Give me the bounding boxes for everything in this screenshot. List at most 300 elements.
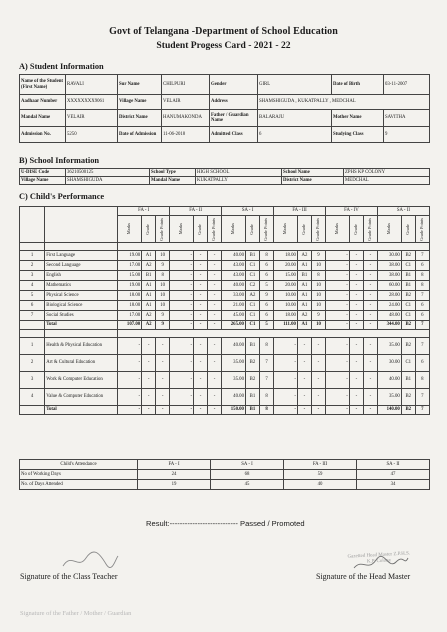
marks-value: 35.00 xyxy=(222,372,246,389)
row-number: 6 xyxy=(20,301,45,311)
grade-point-value: 9 xyxy=(156,261,170,271)
row-number: 5 xyxy=(20,291,45,301)
grade-value: B2 xyxy=(401,321,415,330)
sub-header-label: Marks xyxy=(334,223,340,235)
grade-point-value: - xyxy=(208,311,222,321)
school-info-value: HIGH SCHOOL xyxy=(196,169,282,177)
sub-header xyxy=(326,216,350,243)
marks-value: 20.00 xyxy=(274,281,298,291)
marks-value: 43.00 xyxy=(222,271,246,281)
student-info-value: SHAMSHIGUDA , KUKATPALLY , MEDCHAL xyxy=(258,95,430,110)
grade-value: C1 xyxy=(245,261,259,271)
marks-value: 265.00 xyxy=(222,321,246,330)
student-info-value: 9 xyxy=(384,127,430,143)
grade-point-value: - xyxy=(208,355,222,372)
curricular-section-row xyxy=(20,243,430,251)
row-number: 1 xyxy=(20,251,45,261)
grade-value: - xyxy=(194,338,208,355)
student-info-label: Date of Admission xyxy=(118,127,162,143)
grade-point-value: 6 xyxy=(415,301,429,311)
grade-value: - xyxy=(194,311,208,321)
marks-value: 19.00 xyxy=(118,251,142,261)
grade-value: C1 xyxy=(401,301,415,311)
row-number: 2 xyxy=(20,261,45,271)
grade-value: - xyxy=(349,261,363,271)
attendance-row xyxy=(20,470,430,480)
grade-value: A1 xyxy=(142,301,156,311)
grade-point-value: 8 xyxy=(415,372,429,389)
subject-name: English xyxy=(45,271,118,281)
grade-point-value: - xyxy=(311,389,325,406)
grade-point-value: 8 xyxy=(260,338,274,355)
marks-value: 35.00 xyxy=(377,338,401,355)
marks-value: - xyxy=(118,406,142,415)
grade-point-value: - xyxy=(156,355,170,372)
grade-point-value: - xyxy=(311,372,325,389)
grade-point-value: 10 xyxy=(311,281,325,291)
sub-header-label: Grade Points xyxy=(367,217,373,241)
result-line: Result:--------------------------- Passed / Promoted xyxy=(146,519,305,528)
marks-value: - xyxy=(274,355,298,372)
marks-value: 40.00 xyxy=(222,338,246,355)
row-number: 3 xyxy=(20,271,45,281)
sub-header xyxy=(274,216,298,243)
marks-value: 18.00 xyxy=(118,301,142,311)
attendance-header-row xyxy=(20,460,430,470)
exam-header: FA - I xyxy=(118,207,170,216)
marks-value: 40.00 xyxy=(222,281,246,291)
student-info-label: Date of Birth xyxy=(332,75,384,95)
exam-header: SA - I xyxy=(222,207,274,216)
grade-point-value: - xyxy=(208,281,222,291)
student-info-label: Mother Name xyxy=(332,110,384,127)
attendance-header: SA - II xyxy=(357,460,430,470)
student-info-label: Village Name xyxy=(118,95,162,110)
grade-point-value: 5 xyxy=(260,321,274,330)
marks-value: - xyxy=(118,372,142,389)
marks-value: - xyxy=(170,321,194,330)
sub-header-label: Grade xyxy=(197,223,203,235)
marks-value: 45.00 xyxy=(222,311,246,321)
sub-header-label: Grade Points xyxy=(263,217,269,241)
grade-value: - xyxy=(297,372,311,389)
grade-value: A2 xyxy=(142,321,156,330)
marks-value: 18.00 xyxy=(274,251,298,261)
grade-point-value: 9 xyxy=(311,251,325,261)
student-info-value: VELAIR xyxy=(66,110,118,127)
school-info-row xyxy=(20,169,430,177)
grade-point-value: - xyxy=(311,406,325,415)
student-info-label: Address xyxy=(210,95,258,110)
sub-header-label: Grade Points xyxy=(419,217,425,241)
grade-value: B1 xyxy=(142,271,156,281)
grade-value: B2 xyxy=(401,406,415,415)
grade-value: B2 xyxy=(401,389,415,406)
marks-value: 38.00 xyxy=(377,261,401,271)
marks-value: 48.00 xyxy=(377,311,401,321)
attendance-value: 47 xyxy=(357,470,430,480)
grade-point-value: - xyxy=(208,338,222,355)
marks-value: 21.00 xyxy=(222,301,246,311)
student-info-label: Admission No. xyxy=(20,127,66,143)
grade-value: A1 xyxy=(142,291,156,301)
sub-header-label: Grade xyxy=(404,223,410,235)
marks-value: 43.00 xyxy=(222,261,246,271)
marks-value: - xyxy=(170,372,194,389)
grade-point-value: - xyxy=(363,301,377,311)
grade-point-value: - xyxy=(363,261,377,271)
marks-value: - xyxy=(170,355,194,372)
document-title: Govt of Telangana -Department of School Education xyxy=(109,26,338,37)
grade-value: B2 xyxy=(401,291,415,301)
grade-value: C1 xyxy=(245,271,259,281)
subject-name: Second Language xyxy=(45,261,118,271)
section-label xyxy=(20,243,45,251)
marks-value: - xyxy=(326,338,350,355)
sub-header-label: Grade xyxy=(145,223,151,235)
attendance-header: FA - I xyxy=(138,460,211,470)
student-info-value: CHILPURI xyxy=(162,75,210,95)
grade-value: - xyxy=(349,372,363,389)
exam-header: SA - II xyxy=(377,207,429,216)
student-info-value: SAVITHA xyxy=(384,110,430,127)
marks-value: - xyxy=(326,261,350,271)
marks-value: - xyxy=(118,338,142,355)
school-info-value: ZPHS KP COLONY xyxy=(344,169,430,177)
marks-value: 18.00 xyxy=(274,311,298,321)
sub-header-label: Grade xyxy=(353,223,359,235)
grade-value: A1 xyxy=(297,261,311,271)
marks-value: - xyxy=(326,301,350,311)
grade-value: - xyxy=(297,389,311,406)
school-info-label: District Name xyxy=(282,177,344,185)
grade-value: - xyxy=(349,291,363,301)
student-info-value: GIRL xyxy=(258,75,332,95)
subject-row xyxy=(20,271,430,281)
marks-value: - xyxy=(170,338,194,355)
attendance-value: 24 xyxy=(138,470,211,480)
marks-value: - xyxy=(326,271,350,281)
marks-value: 38.00 xyxy=(377,271,401,281)
grade-point-value: 10 xyxy=(311,301,325,311)
sub-header-label: Marks xyxy=(178,223,184,235)
student-info-label: Studying Class xyxy=(332,127,384,143)
grade-value: - xyxy=(194,271,208,281)
marks-value: 33.00 xyxy=(222,291,246,301)
grade-point-value: - xyxy=(311,338,325,355)
grade-point-value: - xyxy=(208,321,222,330)
school-info-label: Mandal Name xyxy=(150,177,196,185)
marks-value: 60.00 xyxy=(377,281,401,291)
headmaster-stamp: Gazetted Head Master Z.P.H.S. K.P. Colony xyxy=(347,551,411,565)
class-teacher-signature-label: Signature of the Class Teacher xyxy=(20,572,118,581)
grade-point-value: 7 xyxy=(415,321,429,330)
marks-value: 40.00 xyxy=(377,372,401,389)
grade-value: - xyxy=(349,338,363,355)
marks-value: - xyxy=(274,372,298,389)
grade-value: - xyxy=(297,355,311,372)
grade-value: A1 xyxy=(297,301,311,311)
marks-value: 140.00 xyxy=(377,406,401,415)
sub-header xyxy=(245,216,259,243)
grade-point-value: - xyxy=(208,301,222,311)
grade-point-value: 6 xyxy=(260,301,274,311)
sub-header-label: Grade Points xyxy=(315,217,321,241)
attendance-label: No. of Days Attended xyxy=(20,480,138,490)
marks-value: - xyxy=(326,355,350,372)
grade-point-value: 8 xyxy=(260,406,274,415)
total-row xyxy=(20,406,430,415)
document-subtitle: Student Progess Card - 2021 - 22 xyxy=(156,40,291,51)
attendance-header: FA - III xyxy=(284,460,357,470)
sub-header xyxy=(118,216,142,243)
grade-value: B1 xyxy=(245,389,259,406)
grade-value: - xyxy=(194,291,208,301)
grade-value: - xyxy=(297,406,311,415)
subject-name: Total xyxy=(45,321,118,330)
performance-header-row xyxy=(20,207,430,216)
subject-name: Physical Science xyxy=(45,291,118,301)
grade-value: A2 xyxy=(245,291,259,301)
grade-value: A1 xyxy=(297,291,311,301)
row-number: 7 xyxy=(20,311,45,321)
grade-point-value: - xyxy=(363,406,377,415)
marks-value: - xyxy=(170,389,194,406)
sub-header-label: Marks xyxy=(386,223,392,235)
parent-signature-label: Signature of the Father / Mother / Guardian xyxy=(20,610,132,617)
sub-header-label: Grade xyxy=(301,223,307,235)
subject-name: Value & Computer Education xyxy=(45,389,118,406)
grade-value: - xyxy=(194,281,208,291)
grade-value: - xyxy=(349,355,363,372)
grade-value: B1 xyxy=(401,281,415,291)
grade-value: C1 xyxy=(245,321,259,330)
attendance-header: SA - I xyxy=(211,460,284,470)
grade-point-value: - xyxy=(156,338,170,355)
headmaster-signature-mark xyxy=(352,554,410,574)
grade-point-value: 8 xyxy=(260,389,274,406)
marks-value: 15.00 xyxy=(274,271,298,281)
marks-value: 35.00 xyxy=(222,355,246,372)
student-info-value: HANUMAKONDA xyxy=(162,110,210,127)
attendance-value: 45 xyxy=(211,480,284,490)
student-info-value: BALARAJU xyxy=(258,110,332,127)
subject-row xyxy=(20,251,430,261)
grade-point-value: 10 xyxy=(156,251,170,261)
student-info-label: Aadhaar Number xyxy=(20,95,66,110)
sub-header xyxy=(311,216,325,243)
section-blank xyxy=(45,243,118,251)
grade-point-value: 10 xyxy=(156,281,170,291)
school-info-label: U-DISE Code xyxy=(20,169,66,177)
grade-value: - xyxy=(194,321,208,330)
row-number: 4 xyxy=(20,389,45,406)
grade-point-value: 6 xyxy=(415,355,429,372)
grade-value: A2 xyxy=(142,311,156,321)
marks-value: 17.00 xyxy=(118,311,142,321)
student-info-heading: A) Student Information xyxy=(19,62,104,71)
section-title xyxy=(118,243,430,251)
school-info-value: 36210500125 xyxy=(66,169,150,177)
grade-point-value: 9 xyxy=(156,321,170,330)
grade-point-value: 6 xyxy=(260,271,274,281)
subject-name: Art & Cultural Education xyxy=(45,355,118,372)
attendance-value: 40 xyxy=(284,480,357,490)
grade-value: - xyxy=(349,406,363,415)
subject-name: Mathematics xyxy=(45,281,118,291)
grade-point-value: - xyxy=(208,271,222,281)
attendance-header: Child's Attendance xyxy=(20,460,138,470)
subject-row xyxy=(20,355,430,372)
marks-value: - xyxy=(326,251,350,261)
student-info-value: 6 xyxy=(258,127,332,143)
marks-value: - xyxy=(274,389,298,406)
grade-point-value: 10 xyxy=(156,291,170,301)
grade-point-value: - xyxy=(208,251,222,261)
subject-row xyxy=(20,261,430,271)
grade-value: A2 xyxy=(297,251,311,261)
performance-table xyxy=(19,206,430,415)
grade-point-value: 9 xyxy=(311,311,325,321)
sub-header xyxy=(194,216,208,243)
student-info-table xyxy=(19,74,430,143)
school-info-table xyxy=(19,168,430,185)
grade-point-value: - xyxy=(363,281,377,291)
student-info-value: XXXXXXXX9061 xyxy=(66,95,118,110)
grade-point-value: 10 xyxy=(156,301,170,311)
grade-value: B1 xyxy=(401,372,415,389)
grade-value: C1 xyxy=(401,355,415,372)
school-info-label: School Type xyxy=(150,169,196,177)
marks-value: - xyxy=(326,406,350,415)
marks-value: - xyxy=(170,301,194,311)
student-info-value: RAVALI xyxy=(66,75,118,95)
grade-point-value: 7 xyxy=(415,251,429,261)
grade-value: - xyxy=(349,251,363,261)
grade-value: - xyxy=(142,338,156,355)
marks-value: 24.00 xyxy=(377,301,401,311)
grade-point-value: 8 xyxy=(311,271,325,281)
sub-header xyxy=(363,216,377,243)
grade-point-value: - xyxy=(208,406,222,415)
grade-point-value: 6 xyxy=(260,311,274,321)
attendance-value: 34 xyxy=(357,480,430,490)
subject-row xyxy=(20,301,430,311)
marks-value: 107.00 xyxy=(118,321,142,330)
marks-value: 40.00 xyxy=(222,251,246,261)
student-info-label: Name of the Student (First Name) xyxy=(20,75,66,95)
grade-value: A2 xyxy=(142,261,156,271)
grade-value: C2 xyxy=(245,281,259,291)
grade-value: - xyxy=(194,301,208,311)
grade-value: B1 xyxy=(245,406,259,415)
school-info-value: SHAMSHIGUDA xyxy=(66,177,150,185)
grade-value: - xyxy=(142,389,156,406)
grade-point-value: 8 xyxy=(415,271,429,281)
grade-point-value: 7 xyxy=(415,406,429,415)
school-info-value: MEDCHAL xyxy=(344,177,430,185)
attendance-table xyxy=(19,459,430,490)
marks-value: - xyxy=(170,271,194,281)
grade-point-value: - xyxy=(208,291,222,301)
co-curricular-section-row xyxy=(20,330,430,338)
marks-value: 10.00 xyxy=(274,301,298,311)
grade-point-value: 7 xyxy=(260,372,274,389)
grade-value: - xyxy=(194,355,208,372)
marks-value: - xyxy=(170,251,194,261)
grade-point-value: - xyxy=(363,389,377,406)
school-info-label: Village Name xyxy=(20,177,66,185)
total-row xyxy=(20,321,430,330)
row-number xyxy=(20,321,45,330)
grade-point-value: 7 xyxy=(415,291,429,301)
subject-row xyxy=(20,291,430,301)
marks-value: - xyxy=(170,291,194,301)
exam-header: FA - III xyxy=(274,207,326,216)
attendance-value: 68 xyxy=(211,470,284,480)
sub-header-label: Grade xyxy=(249,223,255,235)
grade-value: - xyxy=(194,251,208,261)
marks-value: - xyxy=(326,291,350,301)
grade-point-value: 8 xyxy=(260,251,274,261)
marks-value: - xyxy=(326,389,350,406)
attendance-value: 19 xyxy=(138,480,211,490)
grade-value: - xyxy=(194,406,208,415)
grade-point-value: - xyxy=(363,311,377,321)
marks-value: 111.00 xyxy=(274,321,298,330)
grade-value: C1 xyxy=(245,311,259,321)
grade-value: A1 xyxy=(142,251,156,261)
marks-value: 35.00 xyxy=(377,389,401,406)
grade-value: B2 xyxy=(245,355,259,372)
marks-value: 19.00 xyxy=(118,281,142,291)
sub-header xyxy=(222,216,246,243)
marks-value: 344.00 xyxy=(377,321,401,330)
grade-value: - xyxy=(349,271,363,281)
marks-value: 20.00 xyxy=(274,261,298,271)
grade-point-value: - xyxy=(156,389,170,406)
grade-point-value: 7 xyxy=(260,355,274,372)
grade-point-value: - xyxy=(311,355,325,372)
grade-value: A1 xyxy=(297,321,311,330)
row-number xyxy=(20,406,45,415)
grade-value: A1 xyxy=(142,281,156,291)
grade-value: - xyxy=(142,355,156,372)
grade-value: B1 xyxy=(297,271,311,281)
subject-row xyxy=(20,311,430,321)
grade-value: C1 xyxy=(401,311,415,321)
student-info-row xyxy=(20,95,430,110)
sub-header-label: Grade Points xyxy=(211,217,217,241)
sub-header-label: Marks xyxy=(230,223,236,235)
student-info-label: Gender xyxy=(210,75,258,95)
grade-point-value: - xyxy=(156,372,170,389)
sno-header xyxy=(20,207,45,243)
student-info-value: VELAIR xyxy=(162,95,210,110)
marks-value: 30.00 xyxy=(377,251,401,261)
subjects-header xyxy=(45,207,118,243)
grade-value: - xyxy=(349,301,363,311)
marks-value: - xyxy=(170,281,194,291)
student-info-value: 11-06-2018 xyxy=(162,127,210,143)
grade-point-value: - xyxy=(208,372,222,389)
school-info-heading: B) School Information xyxy=(19,156,100,165)
subject-name: Work & Computer Education xyxy=(45,372,118,389)
sub-header xyxy=(349,216,363,243)
grade-value: B1 xyxy=(401,271,415,281)
section-title xyxy=(118,330,430,338)
grade-value: A1 xyxy=(297,281,311,291)
